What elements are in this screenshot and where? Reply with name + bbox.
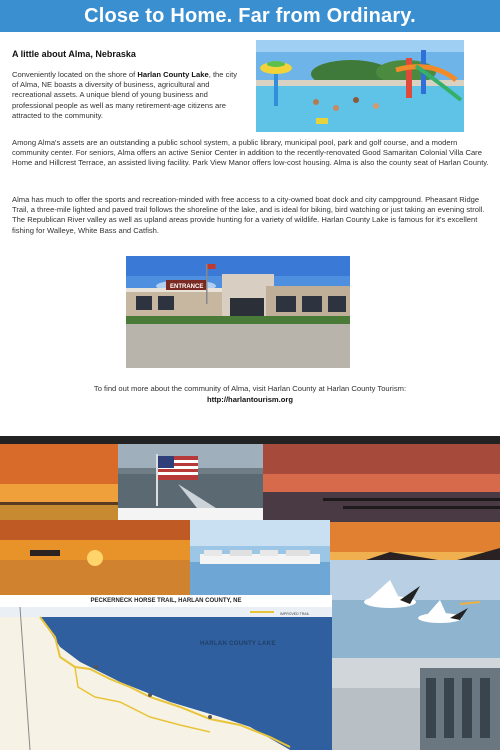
find-more-block	[0, 384, 500, 405]
paragraph-recreation: Alma has much to offer the sports and recreation-minded with free access to a city-owned boat dock and city campground. Pheasant Ridge Trail, a three-mile lighted and paved trail follows the shoreline of the lake, and is ideal for biking, bird watching or just taking an evening stroll. The Republican River valley as well as upland areas provide hunting for a variety of wildlife. Harlan County Lake is famous for it's excellent fishing for Walleye, White Bass and Catfish.	[12, 195, 485, 235]
school-building-photo	[126, 256, 350, 368]
section-heading: A little about Alma, Nebraska	[12, 49, 136, 59]
houseboats-photo	[190, 520, 330, 595]
find-more-text: To find out more about the community of Alma, visit Harlan County at Harlan County Tourism:	[93, 384, 407, 393]
section-divider	[0, 436, 500, 444]
entrance-sign: ENTRANCE	[170, 284, 204, 290]
boat-sunset-photo	[0, 520, 190, 595]
map-legend: IMPROVED TRAIL	[280, 612, 310, 616]
tourism-link[interactable]: http://harlantourism.org	[206, 394, 294, 404]
trail-map	[0, 607, 332, 750]
title-banner	[0, 0, 500, 32]
intro-text-before: Conveniently located on the shore of	[12, 70, 138, 79]
map-lake-label: HARLAN COUNTY LAKE	[200, 641, 276, 647]
page-title: Close to Home. Far from Ordinary.	[84, 5, 416, 27]
map-caption: PECKERNECK HORSE TRAIL, HARLAN COUNTY, NE	[0, 595, 332, 607]
intro-text-after: , the city of Alma, NE boasts a diversity of business, agricultural and recreational assets. A unique blend of young business and professional people as well as many retirement-age citizens are attracted to the community.	[12, 70, 237, 120]
paragraph-assets: Among Alma's assets are an outstanding a public school system, a public library, municipal pool, park and golf course, and a modern community center. For seniors, Alma offers an active Senior Center in addition to the recently-renovated Good Samaritan Colonial Villa Care Home and Hillcrest Terrace, an assisted living facility. Park View Manor offers low-cost housing. Alma is also the county seat of Harlan County.	[12, 138, 489, 168]
pool-photo	[256, 40, 464, 132]
dam-fog-photo	[330, 658, 500, 750]
boat-flag-photo	[118, 444, 263, 522]
pelicans-photo	[330, 560, 500, 658]
sunset-dock-photo	[263, 444, 500, 522]
intro-highlight: Harlan County Lake	[137, 70, 209, 79]
intro-paragraph	[12, 70, 244, 121]
